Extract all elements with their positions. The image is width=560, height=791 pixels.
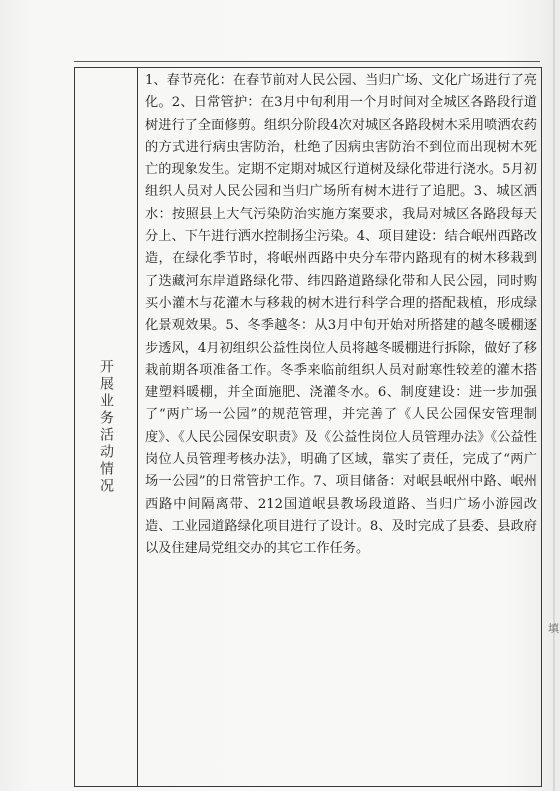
report-form-table (74, 67, 542, 787)
table-top-rule (74, 61, 540, 65)
label-cell (75, 68, 137, 786)
section-label: 开展业务活动情况 (98, 359, 114, 495)
adjacent-page-edge (553, 0, 555, 791)
activity-content: 1、春节亮化：在春节前对人民公园、当归广场、文化广场进行了亮化。2、日常管护：在3月中旬利用一个月时间对全城区各路段行道树进行了全面修剪。组织分阶段4次对城区各路段树木采用喷洒农药的方式进行病虫害防治，杜绝了因病虫害防治不到位而出现树木死亡的现象发生。定期不定期对城区行道树及绿化带进行浇水。5月初组织人员对人民公园和当归广场所有树木进行了追肥。3、城区洒水：按照县上大气污染防治实施方案要求，我局对城区各路段每天分上、下午进行洒水控制扬尘污染。4、项目建设：结合岷州西路改造，在绿化季节时，将岷州西路中央分车带内路现有的树木移栽到了迭藏河东岸道路绿化带、纬四路道路绿化带和人民公园，同时购买小灌木与花灌木与移栽的树木进行科学合理的搭配栽植，形成绿化景观效果。5、冬季越冬：从3月中旬开始对所搭建的越冬暖棚逐步透风，4月初组织公益性岗位人员将越冬暖棚进行拆除，做好了移栽前期各项准备工作。冬季来临前组织人员对耐寒性较差的灌木搭建塑料暖棚，并全面施肥、浇灌冬水。6、制度建设：进一步加强了“两广场一公园”的规范管理，并完善了《人民公园保安管理制度》、《人民公园保安职责》及《公益性岗位人员管理办法》《公益性岗位人员管理考核办法》，明确了区域，靠实了责任，完成了“两广场一公园”的日常管护工作。7、项目储备：对岷县岷州中路、岷州西路中间隔离带、212国道岷县教场段道路、当归广场小游园改造、工业园道路绿化项目进行了设计。8、及时完成了县委、县政府以及住建局党组交办的其它工作任务。 (145, 73, 537, 557)
adjacent-page-fragment: 填 (548, 622, 559, 635)
column-divider (137, 68, 138, 786)
